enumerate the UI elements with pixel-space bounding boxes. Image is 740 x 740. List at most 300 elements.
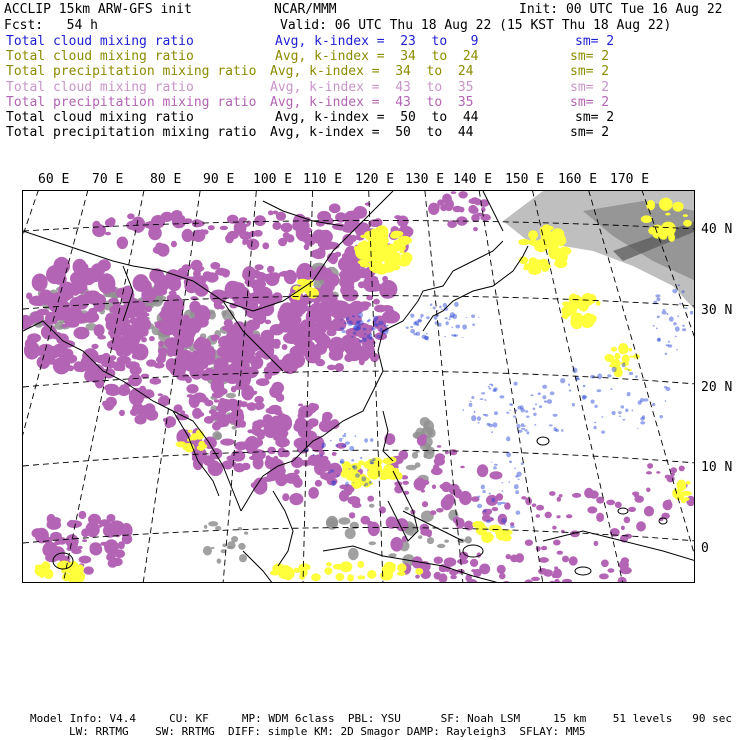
high-cloud-patch	[422, 480, 429, 485]
field-name: Total cloud mixing ratio	[6, 110, 194, 125]
lon-label: 110 E	[303, 172, 343, 187]
high-cloud-patch	[329, 421, 337, 428]
high-cloud-patch	[176, 373, 189, 380]
mid-cloud-patch	[614, 353, 620, 360]
low-cloud-patch	[410, 329, 415, 334]
high-cloud-patch	[95, 378, 104, 388]
high-cloud-patch	[214, 399, 220, 402]
low-cloud-patch	[332, 481, 336, 483]
high-cloud-patch	[308, 487, 319, 499]
mid-cloud-patch	[556, 233, 563, 237]
model-title: ACCLIP 15km ARW-GFS init	[4, 2, 192, 17]
gray-patch	[226, 393, 236, 398]
low-cloud-patch	[514, 382, 518, 386]
low-cloud-patch	[656, 297, 660, 301]
low-cloud-patch	[660, 415, 663, 418]
forecast-hour: Fcst: 54 h	[4, 18, 98, 33]
high-cloud-patch	[81, 529, 89, 538]
high-cloud-patch	[553, 540, 561, 546]
low-cloud-patch	[526, 416, 529, 418]
high-cloud-patch	[305, 349, 321, 363]
gray-patch	[211, 547, 214, 549]
high-cloud-patch	[562, 556, 569, 563]
mid-cloud-patch	[67, 569, 74, 574]
high-cloud-patch	[91, 344, 98, 349]
high-cloud-patch	[201, 397, 209, 403]
low-cloud-patch	[652, 403, 655, 407]
low-cloud-patch	[471, 396, 474, 399]
low-cloud-patch	[653, 325, 655, 327]
high-cloud-patch	[618, 577, 627, 583]
low-cloud-patch	[632, 409, 634, 411]
high-cloud-patch	[328, 253, 337, 262]
high-cloud-patch	[386, 516, 398, 528]
high-cloud-patch	[278, 413, 287, 419]
high-cloud-patch	[237, 451, 242, 455]
high-cloud-patch	[562, 579, 572, 583]
high-cloud-patch	[290, 315, 302, 324]
low-cloud-patch	[359, 340, 363, 342]
field-k-index: Avg, k-index = 43 to 35	[270, 94, 474, 110]
low-cloud-patch	[374, 323, 377, 326]
high-cloud-patch	[621, 526, 625, 531]
high-cloud-patch	[246, 320, 260, 331]
mid-cloud-patch	[683, 214, 688, 217]
high-cloud-patch	[234, 344, 240, 348]
mid-cloud-patch	[415, 568, 423, 575]
high-cloud-patch	[273, 211, 279, 215]
high-cloud-patch	[93, 299, 105, 312]
low-cloud-patch	[418, 320, 422, 322]
low-cloud-patch	[582, 395, 586, 400]
mid-cloud-patch	[393, 232, 399, 237]
high-cloud-patch	[539, 557, 549, 563]
high-cloud-patch	[138, 311, 147, 317]
low-cloud-patch	[501, 490, 503, 491]
high-cloud-patch	[421, 434, 427, 438]
low-cloud-patch	[535, 403, 537, 405]
high-cloud-patch	[235, 352, 241, 358]
gray-patch	[203, 546, 212, 556]
high-cloud-patch	[330, 300, 348, 312]
low-cloud-patch	[370, 462, 374, 464]
mid-cloud-patch	[482, 536, 487, 542]
high-cloud-patch	[166, 269, 182, 285]
mid-cloud-patch	[294, 286, 300, 289]
high-cloud-patch	[211, 335, 218, 341]
high-cloud-patch	[76, 315, 87, 323]
high-cloud-patch	[59, 556, 68, 561]
high-cloud-patch	[636, 521, 646, 531]
high-cloud-patch	[433, 464, 439, 472]
high-cloud-patch	[554, 579, 559, 583]
model-info-line2: LW: RRTMG SW: RRTMG DIFF: simple KM: 2D Smagor DAMP: Rayleigh3 SFLAY: MM5	[69, 725, 586, 738]
low-cloud-patch	[517, 479, 519, 480]
high-cloud-patch	[231, 289, 247, 302]
high-cloud-patch	[656, 471, 660, 474]
mid-cloud-patch	[677, 480, 687, 492]
high-cloud-patch	[328, 242, 335, 246]
high-cloud-patch	[338, 227, 344, 231]
high-cloud-patch	[670, 467, 677, 473]
low-cloud-patch	[627, 392, 631, 396]
low-cloud-patch	[488, 386, 490, 388]
low-cloud-patch	[607, 374, 611, 377]
high-cloud-patch	[620, 567, 632, 575]
high-cloud-patch	[621, 557, 629, 564]
low-cloud-patch	[361, 476, 366, 481]
low-cloud-patch	[669, 316, 674, 321]
coastline	[423, 246, 528, 331]
low-cloud-patch	[597, 389, 602, 392]
low-cloud-patch	[500, 395, 505, 398]
high-cloud-patch	[435, 453, 445, 461]
gray-patch	[231, 536, 238, 542]
low-cloud-patch	[640, 398, 644, 402]
high-cloud-patch	[545, 512, 552, 519]
high-cloud-patch	[54, 277, 64, 285]
high-cloud-patch	[251, 356, 264, 369]
low-cloud-patch	[513, 415, 516, 417]
longitude-line	[476, 191, 543, 583]
high-cloud-patch	[211, 378, 225, 394]
high-cloud-patch	[171, 241, 177, 248]
low-cloud-patch	[682, 290, 685, 293]
high-cloud-patch	[202, 369, 213, 377]
high-cloud-patch	[263, 427, 278, 437]
high-cloud-patch	[254, 423, 263, 429]
high-cloud-patch	[105, 232, 111, 236]
high-cloud-patch	[239, 420, 246, 428]
low-cloud-patch	[506, 412, 510, 414]
high-cloud-patch	[199, 356, 209, 368]
low-cloud-patch	[353, 465, 357, 470]
high-cloud-patch	[273, 456, 278, 462]
low-cloud-patch	[504, 524, 506, 525]
high-cloud-patch	[285, 473, 300, 484]
gray-patch	[427, 537, 434, 544]
high-cloud-patch	[298, 404, 303, 407]
low-cloud-patch	[462, 337, 464, 338]
low-cloud-patch	[675, 326, 680, 331]
high-cloud-patch	[321, 283, 335, 292]
high-cloud-patch	[158, 393, 163, 396]
low-cloud-patch	[510, 525, 515, 528]
mid-cloud-patch	[575, 317, 586, 324]
high-cloud-patch	[347, 303, 362, 311]
low-cloud-patch	[360, 457, 362, 459]
low-cloud-patch	[413, 333, 417, 336]
high-cloud-patch	[92, 224, 106, 237]
low-cloud-patch	[594, 422, 596, 424]
mid-cloud-patch	[366, 246, 378, 253]
mid-cloud-patch	[673, 202, 684, 212]
high-cloud-patch	[190, 263, 199, 268]
mid-cloud-patch	[629, 348, 632, 352]
low-cloud-patch	[492, 389, 496, 393]
high-cloud-patch	[566, 514, 572, 518]
high-cloud-patch	[88, 514, 101, 525]
low-cloud-patch	[425, 338, 429, 340]
low-cloud-patch	[594, 405, 597, 408]
model-info-line1: Model Info: V4.4 CU: KF MP: WDM 6class PBL: YSU SF: Noah LSM 15 km 51 levels 90 sec	[30, 712, 732, 725]
high-cloud-patch	[254, 215, 266, 226]
low-cloud-patch	[668, 341, 670, 343]
high-cloud-patch	[117, 237, 128, 250]
high-cloud-patch	[209, 460, 220, 472]
high-cloud-patch	[308, 403, 317, 414]
high-cloud-patch	[117, 356, 131, 365]
low-cloud-patch	[451, 327, 453, 328]
low-cloud-patch	[679, 303, 682, 305]
low-cloud-patch	[491, 431, 493, 433]
mid-cloud-patch	[364, 256, 370, 259]
high-cloud-patch	[458, 191, 467, 198]
high-cloud-patch	[189, 234, 202, 241]
mid-cloud-patch	[553, 240, 559, 243]
mid-cloud-patch	[74, 570, 85, 582]
low-cloud-patch	[446, 321, 449, 325]
low-cloud-patch	[335, 444, 338, 446]
low-cloud-patch	[342, 490, 344, 491]
high-cloud-patch	[318, 239, 326, 246]
low-cloud-patch	[542, 395, 546, 399]
high-cloud-patch	[634, 495, 644, 502]
high-cloud-patch	[606, 500, 615, 506]
high-cloud-patch	[320, 472, 335, 480]
high-cloud-patch	[434, 557, 443, 564]
low-cloud-patch	[491, 498, 495, 502]
high-cloud-patch	[91, 314, 98, 322]
high-cloud-patch	[210, 262, 220, 270]
high-cloud-patch	[63, 354, 78, 364]
mid-cloud-patch	[666, 230, 674, 236]
high-cloud-patch	[322, 412, 332, 421]
mid-cloud-patch	[397, 563, 406, 572]
high-cloud-patch	[525, 540, 533, 546]
high-cloud-patch	[132, 403, 144, 414]
mid-cloud-patch	[371, 229, 377, 236]
mid-cloud-patch	[630, 356, 634, 358]
high-cloud-patch	[245, 440, 258, 452]
lat-label: 20 N	[701, 380, 733, 395]
lon-label: 170 E	[610, 172, 650, 187]
high-cloud-patch	[422, 501, 428, 507]
high-cloud-patch	[204, 416, 214, 424]
gray-patch	[215, 526, 221, 531]
high-cloud-patch	[329, 203, 341, 213]
low-cloud-patch	[508, 481, 510, 483]
low-cloud-patch	[640, 421, 645, 424]
high-cloud-patch	[172, 215, 186, 228]
low-cloud-patch	[520, 408, 525, 412]
high-cloud-patch	[464, 521, 473, 531]
mid-cloud-patch	[336, 573, 345, 581]
field-smoothing: sm= 2	[570, 49, 610, 65]
high-cloud-patch	[258, 336, 268, 343]
high-cloud-patch	[647, 463, 653, 469]
high-cloud-patch	[78, 546, 83, 550]
lat-label: 10 N	[701, 460, 733, 475]
high-cloud-patch	[361, 516, 371, 525]
low-cloud-patch	[489, 493, 491, 495]
high-cloud-patch	[428, 203, 439, 215]
low-cloud-patch	[622, 363, 626, 367]
mid-cloud-patch	[641, 215, 652, 223]
high-cloud-patch	[25, 338, 36, 349]
island-outline	[537, 437, 549, 445]
high-cloud-patch	[296, 301, 308, 311]
high-cloud-patch	[304, 244, 310, 250]
low-cloud-patch	[676, 349, 678, 350]
high-cloud-patch	[473, 227, 478, 231]
high-cloud-patch	[353, 206, 367, 219]
field-k-index: Avg, k-index = 50 to 44	[270, 125, 474, 141]
low-cloud-patch	[515, 490, 519, 494]
mid-cloud-patch	[562, 305, 573, 317]
high-cloud-patch	[315, 480, 322, 487]
low-cloud-patch	[583, 385, 586, 388]
high-cloud-patch	[438, 573, 447, 583]
high-cloud-patch	[444, 201, 453, 211]
low-cloud-patch	[477, 504, 482, 508]
high-cloud-patch	[228, 354, 235, 360]
high-cloud-patch	[349, 512, 355, 518]
mid-cloud-patch	[581, 293, 593, 306]
low-cloud-patch	[655, 294, 660, 297]
low-cloud-patch	[601, 416, 603, 418]
high-cloud-patch	[332, 452, 337, 456]
high-cloud-patch	[556, 515, 560, 518]
high-cloud-patch	[156, 356, 166, 364]
high-cloud-patch	[107, 278, 113, 281]
mid-cloud-patch	[358, 561, 365, 568]
low-cloud-patch	[489, 387, 492, 389]
low-cloud-patch	[665, 353, 668, 355]
high-cloud-patch	[256, 350, 268, 357]
low-cloud-patch	[673, 322, 677, 325]
mid-cloud-patch	[311, 573, 321, 581]
mid-cloud-patch	[293, 568, 300, 573]
high-cloud-patch	[481, 207, 486, 212]
high-cloud-patch	[271, 356, 279, 364]
high-cloud-patch	[686, 496, 695, 507]
high-cloud-patch	[340, 285, 349, 295]
low-cloud-patch	[622, 419, 625, 421]
mid-cloud-patch	[571, 295, 582, 308]
high-cloud-patch	[253, 315, 259, 320]
high-cloud-patch	[282, 344, 288, 350]
field-k-index: Avg, k-index = 43 to 35	[270, 79, 474, 95]
high-cloud-patch	[215, 363, 225, 370]
high-cloud-patch	[490, 471, 503, 479]
low-cloud-patch	[493, 466, 497, 469]
high-cloud-patch	[60, 264, 66, 271]
longitude-line	[303, 191, 313, 583]
mid-cloud-patch	[62, 573, 71, 581]
low-cloud-patch	[353, 482, 355, 483]
high-cloud-patch	[318, 251, 326, 255]
low-cloud-patch	[621, 405, 625, 408]
field-name: Total precipitation mixing ratio	[6, 64, 257, 80]
low-cloud-patch	[482, 490, 485, 493]
mid-cloud-patch	[350, 473, 355, 476]
high-cloud-patch	[646, 471, 652, 474]
high-cloud-patch	[298, 423, 311, 438]
high-cloud-patch	[460, 466, 465, 468]
low-cloud-patch	[330, 469, 335, 472]
low-cloud-patch	[410, 314, 414, 318]
mid-cloud-patch	[540, 227, 549, 233]
field-smoothing: sm= 2	[575, 34, 615, 49]
high-cloud-patch	[479, 564, 490, 575]
high-cloud-patch	[253, 287, 259, 293]
mid-cloud-patch	[665, 213, 670, 216]
high-cloud-patch	[272, 222, 281, 230]
high-cloud-patch	[192, 327, 198, 332]
low-cloud-patch	[469, 403, 473, 407]
low-cloud-patch	[444, 336, 446, 337]
low-cloud-patch	[454, 302, 459, 307]
mid-cloud-patch	[591, 318, 596, 322]
low-cloud-patch	[612, 367, 617, 373]
high-cloud-patch	[423, 441, 427, 443]
low-cloud-patch	[342, 444, 347, 447]
gray-patch	[437, 544, 446, 548]
high-cloud-patch	[326, 329, 336, 337]
low-cloud-patch	[514, 468, 516, 469]
high-cloud-patch	[247, 221, 252, 226]
high-cloud-patch	[79, 556, 92, 564]
high-cloud-patch	[119, 410, 125, 416]
low-cloud-patch	[656, 328, 658, 330]
high-cloud-patch	[79, 511, 87, 519]
mid-cloud-patch	[392, 255, 400, 263]
low-cloud-patch	[619, 415, 621, 417]
high-cloud-patch	[486, 509, 492, 515]
low-cloud-patch	[533, 408, 536, 411]
low-cloud-patch	[511, 404, 513, 406]
high-cloud-patch	[557, 551, 563, 555]
high-cloud-patch	[329, 349, 344, 361]
gray-patch	[405, 507, 409, 511]
low-cloud-patch	[509, 461, 512, 464]
low-cloud-patch	[371, 327, 376, 331]
low-cloud-patch	[472, 324, 475, 326]
mid-cloud-patch	[299, 574, 305, 580]
low-cloud-patch	[542, 385, 547, 389]
low-cloud-patch	[340, 327, 345, 329]
low-cloud-patch	[353, 316, 355, 318]
mid-cloud-patch	[548, 245, 561, 259]
mid-cloud-patch	[357, 575, 365, 579]
lon-label: 60 E	[38, 172, 70, 187]
low-cloud-patch	[612, 411, 616, 415]
low-cloud-patch	[668, 344, 673, 347]
low-cloud-patch	[625, 409, 628, 413]
high-cloud-patch	[471, 569, 476, 572]
low-cloud-patch	[610, 388, 612, 390]
high-cloud-patch	[199, 338, 211, 350]
high-cloud-patch	[557, 497, 561, 502]
low-cloud-patch	[386, 325, 388, 326]
high-cloud-patch	[430, 510, 436, 515]
low-cloud-patch	[355, 473, 360, 478]
low-cloud-patch	[533, 413, 537, 416]
high-cloud-patch	[269, 385, 282, 398]
low-cloud-patch	[342, 438, 344, 439]
low-cloud-patch	[364, 333, 367, 335]
